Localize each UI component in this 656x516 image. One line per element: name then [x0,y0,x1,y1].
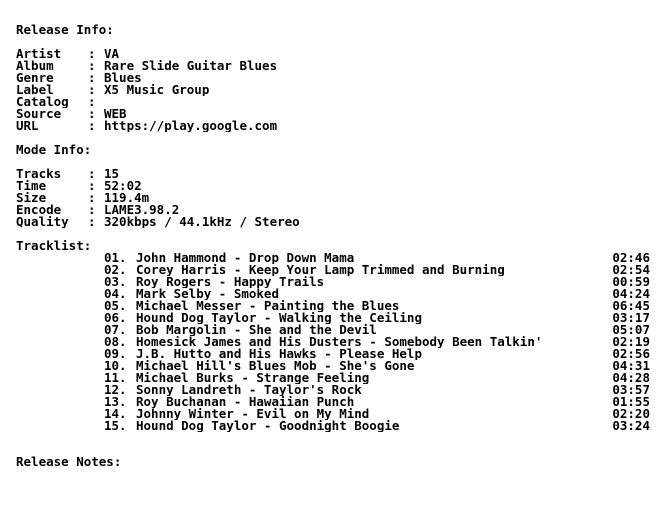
field-value: 119.4m [104,192,150,204]
track-number: 11. [104,370,127,385]
field-value: 52:02 [104,180,142,192]
field-separator: : [88,72,96,84]
track-duration: 02:20 [612,406,650,421]
spacer [16,36,650,48]
track-title: Michael Burks - Strange Feeling [136,372,370,384]
field-separator: : [88,120,96,132]
track-title: Hound Dog Taylor - Goodnight Boogie [136,420,400,432]
nfo-document [16,24,650,468]
track-number: 02. [104,262,127,277]
track-row [16,420,650,432]
field-value: X5 Music Group [104,84,210,96]
field-separator: : [88,168,96,180]
field-value: Blues [104,72,142,84]
field-quality [16,216,650,228]
track-duration: 03:17 [612,310,650,325]
track-number: 12. [104,382,127,397]
track-duration: 04:28 [612,370,650,385]
field-time [16,180,650,192]
field-label [16,84,650,96]
track-title: Michael Hill's Blues Mob - She's Gone [136,360,415,372]
track-duration: 06:45 [612,298,650,313]
field-key: Tracks [16,168,62,180]
field-key: Label [16,84,54,96]
track-title: Roy Rogers - Happy Trails [136,276,325,288]
field-value: 320kbps / 44.1kHz / Stereo [104,216,300,228]
track-duration: 04:24 [612,286,650,301]
track-number: 05. [104,298,127,313]
track-title: Michael Messer - Painting the Blues [136,300,400,312]
field-key: Quality [16,216,69,228]
track-number: 08. [104,334,127,349]
track-title: Sonny Landreth - Taylor's Rock [136,384,362,396]
track-title: Homesick James and His Dusters - Somebody Been Talkin' [136,336,543,348]
track-number: 04. [104,286,127,301]
field-key: URL [16,120,39,132]
field-key: Size [16,192,47,204]
field-separator: : [88,192,96,204]
field-key: Encode [16,204,62,216]
field-encode [16,204,650,216]
field-separator: : [88,180,96,192]
track-duration: 03:24 [612,418,650,433]
mode-info-heading: Mode Info: [16,144,92,156]
release-info-heading: Release Info: [16,24,114,36]
track-title: Johnny Winter - Evil on My Mind [136,408,370,420]
field-genre [16,72,650,84]
field-separator: : [88,216,96,228]
release-notes-heading: Release Notes: [16,456,122,468]
track-duration: 01:55 [612,394,650,409]
field-value: 15 [104,168,120,180]
track-title: Roy Buchanan - Hawaiian Punch [136,396,355,408]
field-value: https://play.google.com [104,120,278,132]
spacer [16,432,650,444]
track-number: 14. [104,406,127,421]
field-separator: : [88,48,96,60]
field-separator: : [88,108,96,120]
field-value: WEB [104,108,127,120]
track-number: 10. [104,358,127,373]
track-number: 09. [104,346,127,361]
track-duration: 02:56 [612,346,650,361]
field-key: Catalog [16,96,69,108]
field-key: Artist [16,48,62,60]
track-title: Hound Dog Taylor - Walking the Ceiling [136,312,422,324]
field-separator: : [88,204,96,216]
track-number: 03. [104,274,127,289]
track-duration: 03:57 [612,382,650,397]
field-value: VA [104,48,120,60]
field-key: Album [16,60,54,72]
spacer [16,444,650,456]
track-duration: 00:59 [612,274,650,289]
tracklist-heading: Tracklist: [16,240,92,252]
track-duration: 05:07 [612,322,650,337]
field-url [16,120,650,132]
field-key: Time [16,180,47,192]
track-duration: 02:46 [612,250,650,265]
field-catalog [16,96,650,108]
field-key: Genre [16,72,54,84]
track-title: John Hammond - Drop Down Mama [136,252,355,264]
field-separator: : [88,60,96,72]
track-number: 13. [104,394,127,409]
track-title: Corey Harris - Keep Your Lamp Trimmed and Burning [136,264,505,276]
field-size [16,192,650,204]
field-value: LAME3.98.2 [104,204,180,216]
track-number: 06. [104,310,127,325]
track-number: 15. [104,418,127,433]
track-duration: 02:19 [612,334,650,349]
field-album [16,60,650,72]
field-separator: : [88,84,96,96]
field-artist [16,48,650,60]
field-separator: : [88,96,96,108]
track-duration: 02:54 [612,262,650,277]
track-duration: 04:31 [612,358,650,373]
track-title: Bob Margolin - She and the Devil [136,324,377,336]
field-source [16,108,650,120]
track-number: 07. [104,322,127,337]
field-key: Source [16,108,62,120]
track-number: 01. [104,250,127,265]
track-title: Mark Selby - Smoked [136,288,279,300]
spacer [16,156,650,168]
field-tracks [16,168,650,180]
field-value: Rare Slide Guitar Blues [104,60,278,72]
track-title: J.B. Hutto and His Hawks - Please Help [136,348,422,360]
spacer [16,132,650,144]
spacer [16,228,650,240]
